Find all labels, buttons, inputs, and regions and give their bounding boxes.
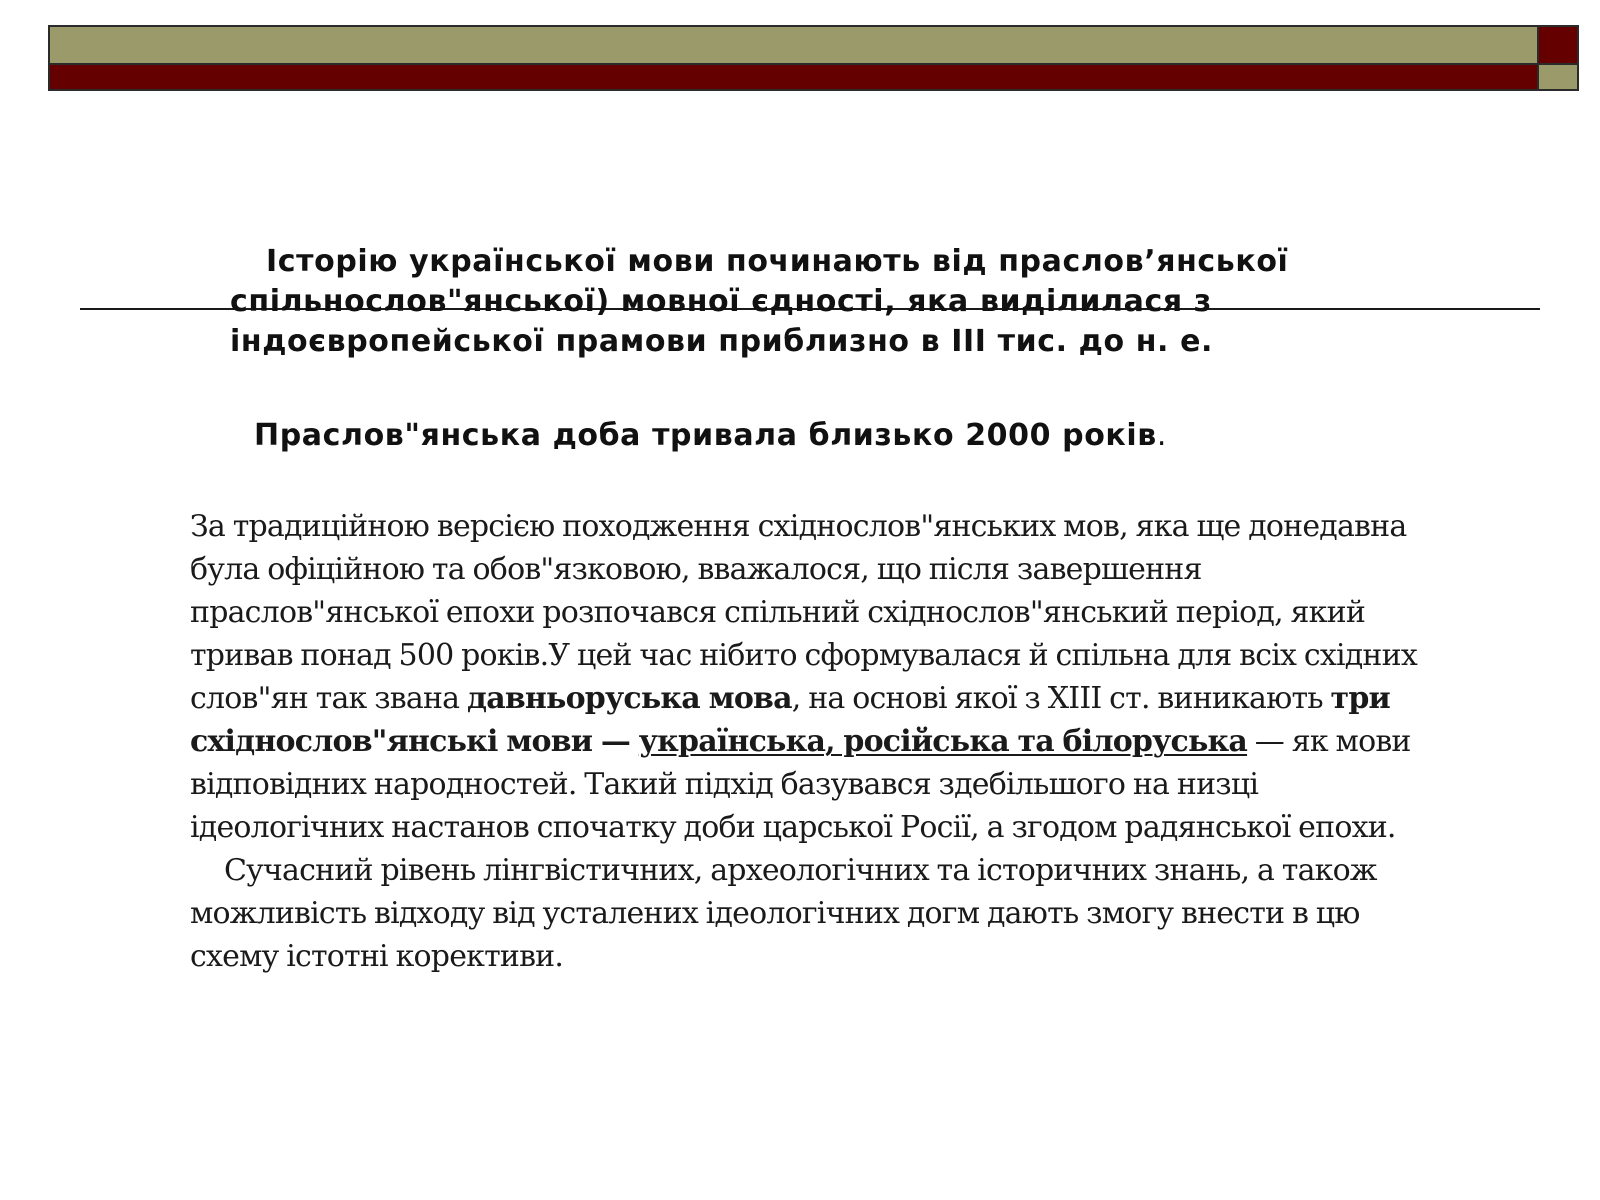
slide-title xyxy=(230,242,1430,362)
body-text xyxy=(190,505,1420,978)
body-p1-text-b: , на основі якої з XIII ст. виникають xyxy=(791,681,1331,716)
title-line-1 xyxy=(230,242,1430,282)
subtitle-period: . xyxy=(1156,418,1167,453)
body-p1-bold-languages: три східнослов"янські мови xyxy=(190,681,1390,759)
body-p1-text-a: За традиційною версією походження східнослов"янських мов, яка ще донедавна була офіційною та обов"язковою, вважалося, що після завершення праслов"янської епохи розпочався спільний східнослов"янський період, який тривав понад 500 років.У цей час нібито сформувалася й спільна для всіх східних слов"ян так звана xyxy=(190,509,1417,716)
title-line-3: індоєвропейської прамови приблизно в ІІІ тис. до н. е. xyxy=(230,324,1214,359)
subtitle-text: Праслов"янська доба тривала близько 2000 років xyxy=(254,418,1157,453)
header-banner-olive xyxy=(48,25,1550,65)
body-p1-bold-term: давньоруська мова xyxy=(467,681,792,716)
body-paragraph-2: Сучасний рівень лінгвістичних, археологічних та історичних знань, а також можливість відходу від усталених ідеологічних догм дають змогу внести в цю схему істотні корективи. xyxy=(190,853,1377,974)
title-line-2: спільнослов"янської) мовної єдності, яка виділилася з xyxy=(230,284,1212,319)
header-corner-maroon xyxy=(1537,25,1579,65)
header-corner-olive xyxy=(1537,65,1579,91)
body-p1-text-c: — як мови відповідних народностей. Такий підхід базувався здебільшого на низці ідеологічних настанов спочатку доби царської Росії, а згодом радянської епохи. xyxy=(190,724,1411,845)
body-p1-underlined-languages: українська, російська та білоруська xyxy=(638,724,1248,759)
title-line-1-text: Історію української мови починають від праслов’янської xyxy=(266,244,1289,279)
body-p1-dash: — xyxy=(592,724,639,759)
slide-subtitle xyxy=(254,416,1167,456)
body-paragraph-1 xyxy=(190,505,1420,849)
header-banner-maroon xyxy=(48,65,1550,91)
